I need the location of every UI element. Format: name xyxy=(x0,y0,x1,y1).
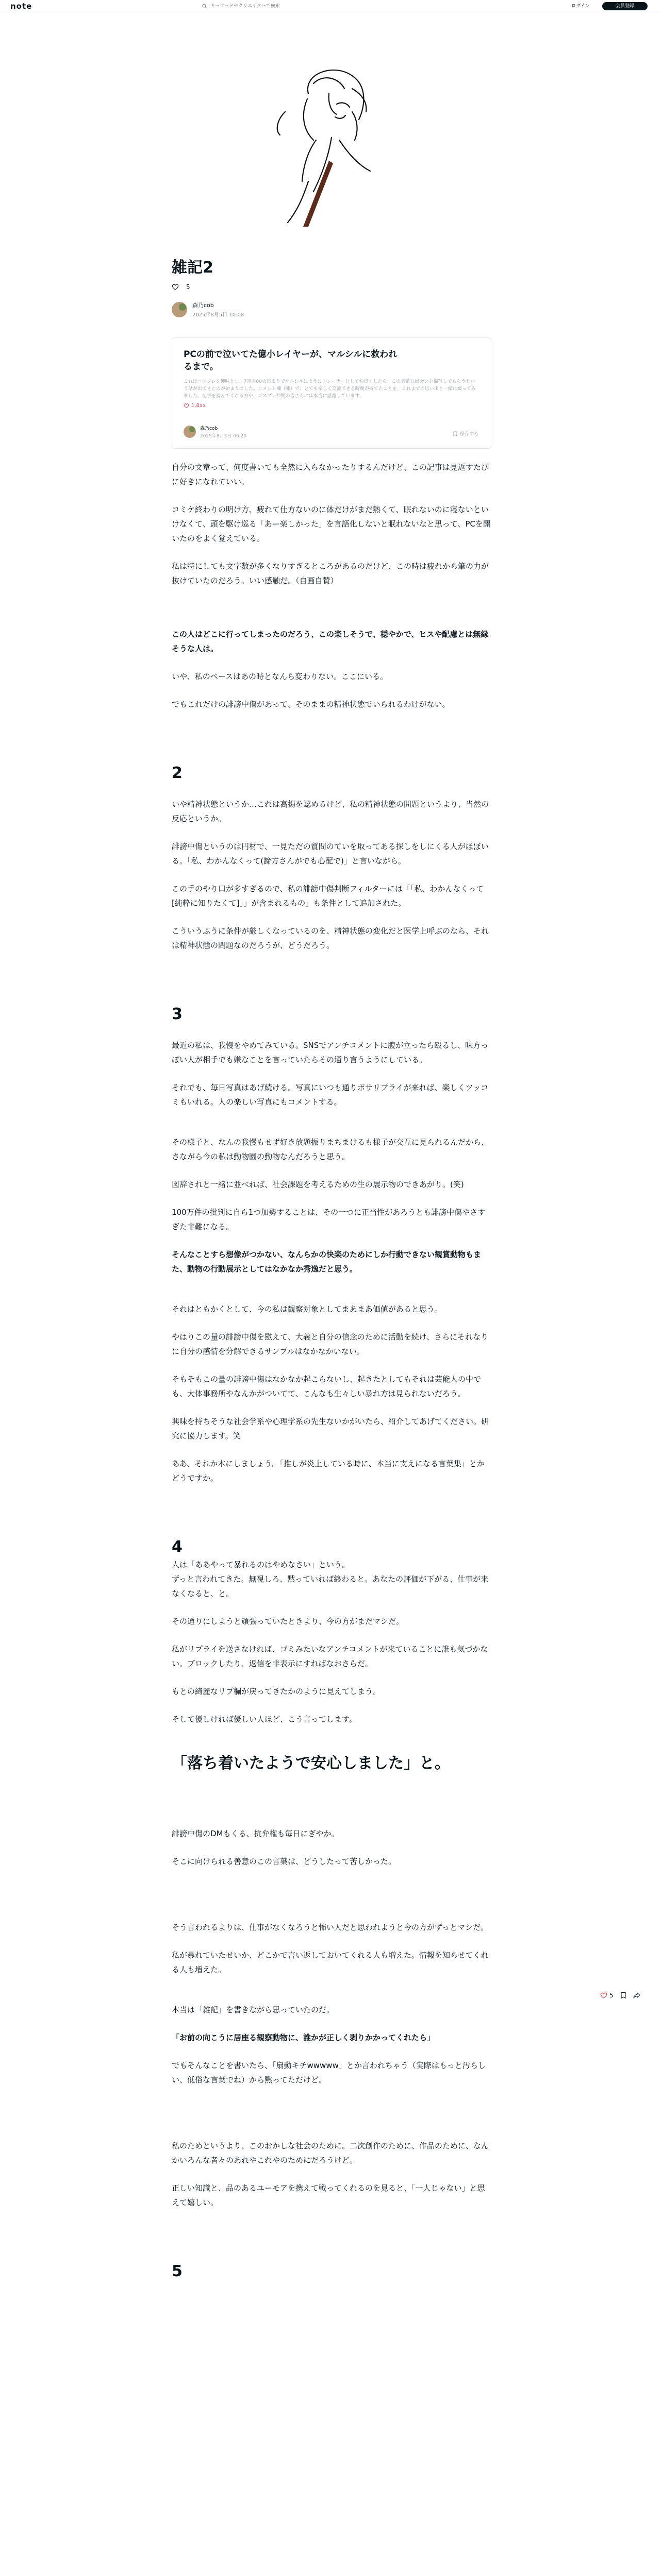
spacer xyxy=(172,1841,491,1854)
bookmark-action[interactable] xyxy=(620,1992,627,1999)
paragraph: 自分の文章って、何度書いても全然に入らなかったりするんだけど、この記事は見返すたびに好きになれていい。 xyxy=(172,463,489,486)
spacer xyxy=(172,1316,491,1330)
paragraph: 私がリプライを送さなければ、ゴミみたいなアンチコメントが来ていることに誰も気づかない。ブロックしたり、返信を非表示にすればなおさらだ。 xyxy=(172,1645,488,1668)
spacer xyxy=(172,1485,491,1537)
spacer xyxy=(172,588,491,614)
section-heading: 5 xyxy=(172,2262,183,2280)
heart-icon[interactable] xyxy=(600,1992,607,1999)
floating-like-count: 5 xyxy=(609,1992,614,1999)
article xyxy=(172,258,491,2282)
like-count: 5 xyxy=(186,283,190,291)
share-icon[interactable] xyxy=(633,1992,640,1999)
emphasis-paragraph: この人はどこに行ってしまったのだろう、この楽しそうで、穏やかで、ヒスや配慮とは無縁そうな人は。 xyxy=(172,630,489,653)
spacer xyxy=(172,1109,491,1135)
paragraph: 正しい知識と、品のあるユーモアを携えて戦ってくれるのを見ると、「一人じゃない」と思えて嬉しい。 xyxy=(172,2183,485,2207)
paragraph: そして優しければ優しい人ほど、こう言ってします。 xyxy=(172,1715,357,1724)
spacer xyxy=(172,1401,491,1414)
author-name[interactable]: 森乃cob xyxy=(192,302,214,309)
spacer xyxy=(172,684,491,697)
author-avatar[interactable] xyxy=(172,302,187,317)
search-input[interactable] xyxy=(210,4,324,9)
emphasis-paragraph: そんなことすら想像がつかない、なんらかの快楽のためにしか行動できない観賞動物もまた、動物の行動展示としてはなかなか秀逸だと思う。 xyxy=(172,1250,482,1274)
embed-save-label: 保存する xyxy=(459,432,478,437)
paragraph: 人は「ああやって暴れるのはやめなさい」という。 xyxy=(172,1560,350,1569)
embed-post-date: 2025年8月3日 06:20 xyxy=(200,434,247,439)
floating-actions xyxy=(600,1992,647,1999)
paragraph: コミケ終わりの明け方、疲れて仕方ないのに体だけがまだ熱くて、眠れないのに寝ないといけなくて、頭を駆け巡る「あー楽しかった」を言語化しないと眠れないなと思って、PCを開いたのをよく覚えている。 xyxy=(172,505,491,543)
emphasis-paragraph: 「お前の向こうに居座る観察動物に、誰かが正しく剥りかかってくれたら」 xyxy=(172,2033,435,2042)
paragraph: 誹謗中傷のDMもくる、抗弁権も毎日にぎやか。 xyxy=(172,1829,339,1838)
embedded-article-card[interactable] xyxy=(172,337,491,449)
spacer xyxy=(172,868,491,882)
paragraph: でもそんなことを書いたら、「扇動キチwwwww」とか言われちゃう（実際はもっと汚らしい、低俗な言葉でね）から黙ってただけど。 xyxy=(172,2061,486,2084)
spacer xyxy=(172,1192,491,1205)
spacer xyxy=(172,656,491,669)
paragraph: 100万件の批判に自ら1つ加勢することは、その一つに正当性があろうとも誹謗中傷やさすぎた非難になる。 xyxy=(172,1208,486,1231)
spacer xyxy=(172,1276,491,1302)
spacer xyxy=(172,1775,491,1826)
spacer xyxy=(172,2017,491,2030)
paragraph: 図辞されと一緒に並べれば、社会課題を考えるための生の展示物のできあがり。(笑) xyxy=(172,1180,464,1189)
paragraph: こういうふうに条件が厳しくなっているのを、精神状態の変化だと医学上呼ぶのなら、それは精神状態の問題なのだろうが、どうだろう。 xyxy=(172,926,489,950)
paragraph: いや、私のベースはあの時となんら変わりない。ここにいる。 xyxy=(172,672,388,681)
like-action[interactable] xyxy=(600,1992,614,1999)
embed-author-name: 森乃cob xyxy=(200,426,218,431)
article-title: 雑記2 xyxy=(172,259,213,277)
spacer xyxy=(172,1164,491,1177)
embed-save-button[interactable] xyxy=(453,430,478,437)
site-header xyxy=(0,0,662,12)
note-logo[interactable]: note xyxy=(10,2,32,11)
spacer xyxy=(172,2210,491,2261)
spacer xyxy=(172,2087,491,2139)
paragraph: ずっと言われてきた。無視しろ、黙っていれば終わると。あなたの評価が下がる、仕事が来なくなると、と。 xyxy=(172,1574,489,1598)
spacer xyxy=(172,1699,491,1712)
paragraph: 私のためというより、このおかしな社会のために。二次創作のために、作品のために、なんかいろんな者々のあれやこれやのためにだろうけど。 xyxy=(172,2141,489,2165)
heart-icon xyxy=(184,403,189,409)
embed-title[interactable]: PCの前で泣いてた億小レイヤーが、マルシルに救われるまで。 xyxy=(184,349,398,372)
paragraph: もとの綺麗なリプ欄が戻ってきたかのように見えてしまう。 xyxy=(172,1687,381,1696)
heart-icon[interactable] xyxy=(172,283,179,291)
spacer xyxy=(172,1025,491,1038)
embed-author-row xyxy=(184,425,246,439)
author-row[interactable] xyxy=(172,301,491,318)
spacer xyxy=(172,953,491,1004)
paragraph: それはともかくとして、今の私は観察対象としてまあまあ価値があると思う。 xyxy=(172,1304,442,1314)
search-bar[interactable] xyxy=(202,2,331,10)
paragraph: そもそもこの量の誹謗中傷はなかなか起こらないし、起きたとしてもそれは芸能人の中でも、大体事務所やなんかがついてて、こんなも生々しい暴れ方は見られないだろう。 xyxy=(172,1375,482,1398)
paragraph: 本当は「雑記」を書きながら思っていたのだ。 xyxy=(172,2005,335,2014)
spacer xyxy=(172,546,491,559)
section-heading: 4 xyxy=(172,1538,183,1556)
article-body xyxy=(172,460,491,2282)
paragraph: それでも、毎日写真はあげ続ける。写真にいつも通りポサリプライが来れば、楽しくツッコミもいれる。人の楽しい写真にもコメントする。 xyxy=(172,1083,489,1107)
paragraph: 私が暴れていたせいか、どこかで言い返しておいてくれる人も増えた。情報を知らせてくれる人も増えた。 xyxy=(172,1951,489,1974)
spacer xyxy=(172,1601,491,1614)
bookmark-icon xyxy=(453,431,458,436)
signup-button[interactable]: 会員登録 xyxy=(602,2,648,10)
bookmark-icon[interactable] xyxy=(620,1992,627,1999)
paragraph: 誹謗中傷というのは円材で、一見ただの質問のていを取ってある探しをしにくる人がほぼいる。「私、わかんなくって(諦方さんがでも心配で)」と言いながら。 xyxy=(172,842,489,866)
spacer xyxy=(172,1726,491,1752)
like-row xyxy=(172,283,491,291)
paragraph: 私は特にしても文字数が多くなりすぎるところがあるのだけど、この時は疲れから筆の力が抜けていたのだろう。いい感触だ。（自画自賛） xyxy=(172,562,489,585)
spacer xyxy=(172,784,491,797)
login-button[interactable]: ログイン xyxy=(565,2,596,10)
embed-author-avatar xyxy=(184,426,196,438)
embed-excerpt: これはコスプレを趣味とし、7月の00の集まりでマルシルにようにトレーナーとして仲良くしたら、この素敵な出会いを描写してもらうという話が出てきたのが始まりでした。コメント欄（嘘）で、とても楽しく交流できる時間が持てたことを、これまでの思い出と一緒に綴ってみました。記事を読んでくれる方や、コスプレ仲間の皆さんには本当に感謝しています。 xyxy=(184,379,476,399)
spacer xyxy=(172,711,491,763)
spacer xyxy=(172,1869,491,1920)
spacer xyxy=(172,826,491,839)
spacer xyxy=(172,489,491,502)
search-icon xyxy=(202,4,207,9)
paragraph: そう言われるよりは、仕事がなくなろうと怖い人だと思われようと今の方がずっとマシだ。 xyxy=(172,1923,489,1932)
paragraph: そこに向けられる善意のこの言葉は、どうしたって苦しかった。 xyxy=(172,1857,396,1866)
hero-illustration xyxy=(226,63,436,227)
paragraph: その通りにしようと頑張っていたときより、今の方がまだマシだ。 xyxy=(172,1617,404,1626)
embed-like xyxy=(184,403,479,409)
paragraph: 最近の私は、我慢をやめてみている。SNSでアンチコメントに腹が立ったら殴るし、味方っぽい人が相手でも嫌なことを言っていたらその通り言うようにしている。 xyxy=(172,1041,489,1064)
paragraph: この手のやり口が多すぎるので、私の誹謗中傷判断フィルターには「「私、わかんなくって[純粋に知りたくて]」」が含まれるもの」も条件として追加された。 xyxy=(172,884,484,908)
spacer xyxy=(172,2167,491,2181)
paragraph: その様子と、なんの我慢もせず好き放題振りまちまけるも様子が交互に見られるんだから、さながら今の私は動物園の動物なんだろうと思う。 xyxy=(172,1138,489,1161)
section-heading: 2 xyxy=(172,764,183,782)
spacer xyxy=(172,1443,491,1456)
spacer xyxy=(172,1067,491,1080)
paragraph: 興味を持ちそうな社会学系や心理学系の先生ないかがいたら、紹介してあげてください。研究に協力します。笑 xyxy=(172,1417,489,1440)
pull-quote-heading: 「落ち着いたようで安心しました」と。 xyxy=(172,1754,450,1772)
share-action[interactable] xyxy=(633,1992,640,1999)
spacer xyxy=(172,2045,491,2058)
paragraph: やはりこの量の誹謗中傷を慰えて、大義と自分の信念のために活動を続け、さらにそれなりに自分の感情を分解できるサンプルはなかなかいない。 xyxy=(172,1332,489,1356)
spacer xyxy=(172,1671,491,1684)
spacer xyxy=(172,614,491,627)
spacer xyxy=(172,1977,491,2003)
paragraph: でもこれだけの誹謗中傷があって、そのままの精神状態でいられるわけがない。 xyxy=(172,700,450,709)
spacer xyxy=(172,910,491,924)
spacer xyxy=(172,1359,491,1372)
spacer xyxy=(172,1629,491,1642)
embed-like-count: 1,8xx xyxy=(191,403,206,409)
post-date: 2025年8月5日 10:08 xyxy=(192,312,244,318)
paragraph: いや精神状態というか…これは高揚を認めるけど、私の精神状態の問題というより、当然の反応というか。 xyxy=(172,800,489,823)
spacer xyxy=(172,1935,491,1948)
section-heading: 3 xyxy=(172,1005,183,1023)
paragraph: ああ、それか本にしましょう。「推しが炎上している時に、本当に支えになる言葉集」とかどうですか。 xyxy=(172,1459,485,1483)
spacer xyxy=(172,1234,491,1247)
